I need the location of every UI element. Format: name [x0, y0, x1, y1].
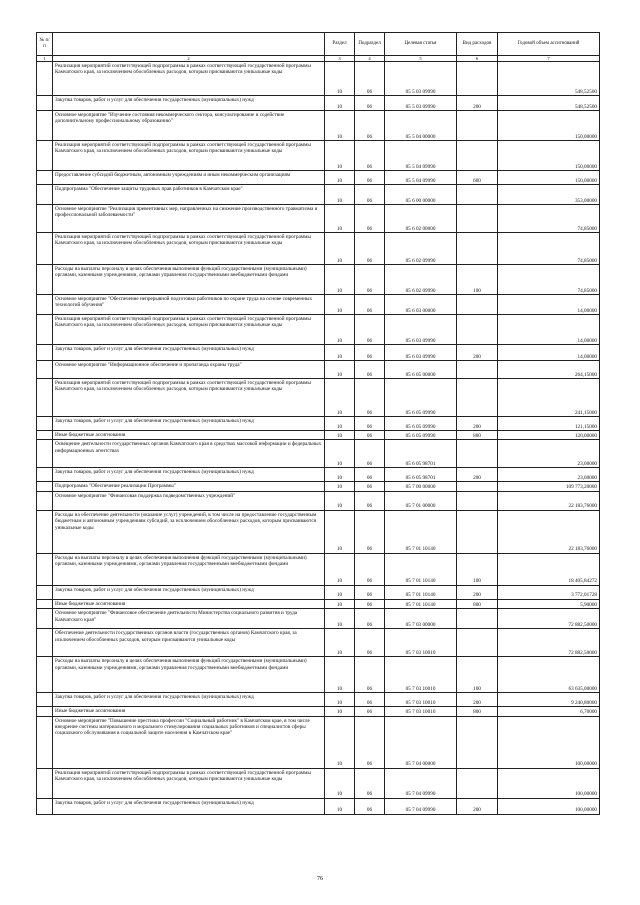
amount-cell: 63 635,00000: [498, 657, 600, 693]
row-number-cell: [37, 315, 53, 345]
section-cell: 10: [325, 707, 355, 716]
row-number-cell: [37, 585, 53, 599]
target-item-cell: 05 7 03 10010: [385, 707, 457, 716]
table-row: [37, 62, 600, 96]
section-cell: 10: [325, 141, 355, 171]
expense-type-cell: [457, 440, 498, 468]
section-cell: 10: [325, 345, 355, 361]
target-item-cell: 05 6 00 00000: [385, 185, 457, 205]
expense-type-cell: [457, 233, 498, 265]
col-index: 6: [457, 56, 498, 62]
section-cell: 10: [325, 205, 355, 233]
row-number-cell: [37, 96, 53, 111]
row-number-cell: [37, 553, 53, 585]
row-number-cell: [37, 185, 53, 205]
row-number-cell: [37, 345, 53, 361]
table-row: [37, 491, 600, 510]
expense-type-cell: [457, 491, 498, 510]
amount-cell: 14,00000: [498, 295, 600, 315]
row-name-cell: Реализация мероприятий соответствующей подпрограммы в рамках соответствующей государственной программы Камчатского края, за исключением обособленных расходов, которым присваиваются уникальные коды: [53, 233, 325, 265]
col-index: 4: [355, 56, 385, 62]
amount-cell: 109 773,20000: [498, 482, 600, 491]
subsection-cell: 06: [355, 345, 385, 361]
table-row: [37, 585, 600, 599]
row-name-cell: Основное мероприятие "Финансовая поддержка подведомственных учреждений": [53, 491, 325, 510]
section-cell: 10: [325, 361, 355, 379]
section-cell: 10: [325, 798, 355, 814]
row-name-cell: Реализация мероприятий соответствующей подпрограммы в рамках соответствующей государственной программы Камчатского края, за исключением обособленных расходов, которым присваиваются уникальные коды: [53, 768, 325, 798]
amount-cell: 548,52500: [498, 96, 600, 111]
amount-cell: 14,00000: [498, 345, 600, 361]
row-number-cell: [37, 491, 53, 510]
section-cell: 10: [325, 768, 355, 798]
section-cell: 10: [325, 693, 355, 707]
subsection-cell: 06: [355, 185, 385, 205]
row-name-cell: Закупка товаров, работ и услуг для обеспечения государственных (муниципальных) нужд: [53, 798, 325, 814]
section-cell: 10: [325, 185, 355, 205]
row-number-cell: [37, 716, 53, 768]
amount-cell: 353,00000: [498, 185, 600, 205]
table-row: [37, 798, 600, 814]
row-number-cell: [37, 379, 53, 417]
subsection-cell: 06: [355, 629, 385, 657]
expense-type-cell: 200: [457, 468, 498, 482]
row-number-cell: [37, 233, 53, 265]
expense-type-cell: 800: [457, 707, 498, 716]
amount-cell: 150,00000: [498, 141, 600, 171]
row-number-cell: [37, 768, 53, 798]
target-item-cell: 05 5 03 09990: [385, 62, 457, 96]
target-item-cell: 05 7 04 09990: [385, 798, 457, 814]
col-index: 5: [385, 56, 457, 62]
subsection-cell: 06: [355, 693, 385, 707]
subsection-cell: 06: [355, 96, 385, 111]
target-item-cell: 05 6 05 00000: [385, 361, 457, 379]
target-item-cell: 05 7 01 00000: [385, 491, 457, 510]
amount-cell: 264,15000: [498, 361, 600, 379]
expense-type-cell: 200: [457, 345, 498, 361]
expense-type-cell: 200: [457, 798, 498, 814]
section-cell: 10: [325, 468, 355, 482]
table-row: [37, 599, 600, 608]
subsection-cell: 06: [355, 295, 385, 315]
target-item-cell: 05 6 05 09990: [385, 379, 457, 417]
table-row: [37, 361, 600, 379]
amount-cell: 72 882,50000: [498, 629, 600, 657]
target-item-cell: 05 6 05 09990: [385, 431, 457, 440]
row-number-cell: [37, 609, 53, 629]
section-cell: 10: [325, 62, 355, 96]
expense-type-cell: [457, 716, 498, 768]
amount-cell: 150,00000: [498, 171, 600, 185]
expense-type-cell: [457, 361, 498, 379]
subsection-cell: 06: [355, 141, 385, 171]
section-cell: 10: [325, 96, 355, 111]
section-cell: 10: [325, 491, 355, 510]
amount-cell: 100,00000: [498, 798, 600, 814]
table-row: [37, 171, 600, 185]
table-row: [37, 233, 600, 265]
target-item-cell: 05 7 04 09990: [385, 768, 457, 798]
row-number-cell: [37, 62, 53, 96]
row-number-cell: [37, 141, 53, 171]
expense-type-cell: [457, 141, 498, 171]
target-item-cell: 05 6 02 09990: [385, 265, 457, 295]
table-row: [37, 141, 600, 171]
table-row: [37, 440, 600, 468]
expense-type-cell: [457, 629, 498, 657]
section-cell: 10: [325, 716, 355, 768]
table-row: [37, 716, 600, 768]
expense-type-cell: 100: [457, 265, 498, 295]
section-cell: 10: [325, 431, 355, 440]
amount-cell: 121,15000: [498, 417, 600, 431]
subsection-cell: 06: [355, 510, 385, 553]
expense-type-cell: [457, 185, 498, 205]
subsection-cell: 06: [355, 440, 385, 468]
target-item-cell: 05 6 05 09990: [385, 417, 457, 431]
amount-cell: 6,70000: [498, 707, 600, 716]
col-index: 7: [498, 56, 600, 62]
row-number-cell: [37, 482, 53, 491]
section-cell: 10: [325, 111, 355, 141]
page-number: 76: [317, 876, 323, 882]
section-cell: 10: [325, 609, 355, 629]
expense-type-cell: [457, 768, 498, 798]
amount-cell: 9 240,80000: [498, 693, 600, 707]
table-row: [37, 185, 600, 205]
section-cell: 10: [325, 440, 355, 468]
target-item-cell: 05 6 03 09990: [385, 345, 457, 361]
amount-cell: 3 772,01728: [498, 585, 600, 599]
subsection-cell: 06: [355, 707, 385, 716]
row-name-cell: Обеспечение деятельности государственных органов власти (государственных органов) Камчатского края, за исключением обособленных расходов, которым присваиваются уникальные коды: [53, 629, 325, 657]
row-name-cell: Расходы на выплаты персоналу в целях обеспечения выполнения функций государственными (муниципальными) органами, казенными учреждениями, органами управления государственными внебюджетными фондами: [53, 265, 325, 295]
row-name-cell: Подпрограмма "Обеспечение защиты трудовых прав работников в Камчатском крае": [53, 185, 325, 205]
subsection-cell: 06: [355, 468, 385, 482]
subsection-cell: 06: [355, 585, 385, 599]
amount-cell: 241,15000: [498, 379, 600, 417]
row-name-cell: Реализация мероприятий соответствующей подпрограммы в рамках соответствующей государственной программы Камчатского края, за исключением обособленных расходов, которым присваиваются уникальные коды: [53, 62, 325, 96]
table-body: [37, 62, 600, 815]
subsection-cell: 06: [355, 553, 385, 585]
row-name-cell: Расходы на обеспечение деятельности (оказание услуг) учреждений, в том числе на предоставление государственным бюджетным и автономным учреждениям субсидий, за исключением обособленных расходов, которым присваиваются уникальные коды: [53, 510, 325, 553]
row-name-cell: Основное мероприятие "Информационное обеспечение и пропаганда охраны труда": [53, 361, 325, 379]
target-item-cell: 05 7 01 10140: [385, 553, 457, 585]
col-index: 1: [37, 56, 53, 62]
row-number-cell: [37, 417, 53, 431]
subsection-cell: 06: [355, 798, 385, 814]
row-name-cell: Закупка товаров, работ и услуг для обеспечения государственных (муниципальных) нужд: [53, 345, 325, 361]
subsection-cell: 06: [355, 62, 385, 96]
amount-cell: 23,00000: [498, 468, 600, 482]
subsection-cell: 06: [355, 265, 385, 295]
row-name-cell: Закупка товаров, работ и услуг для обеспечения государственных (муниципальных) нужд: [53, 468, 325, 482]
target-item-cell: 05 6 03 09990: [385, 315, 457, 345]
row-number-cell: [37, 468, 53, 482]
target-item-cell: 05 5 04 00000: [385, 111, 457, 141]
table-row: [37, 417, 600, 431]
table-row: [37, 315, 600, 345]
expense-type-cell: [457, 482, 498, 491]
target-item-cell: 05 7 00 00000: [385, 482, 457, 491]
table-row: [37, 345, 600, 361]
table-row: [37, 111, 600, 141]
expense-type-cell: 600: [457, 171, 498, 185]
target-item-cell: 05 7 03 10010: [385, 657, 457, 693]
subsection-cell: 06: [355, 482, 385, 491]
row-name-cell: Основное мероприятие "Изучение состояния некоммерческого сектора, консультирование и содействие дополнительному профессиональному образованию": [53, 111, 325, 141]
table-row: [37, 629, 600, 657]
subsection-cell: 06: [355, 599, 385, 608]
expense-type-cell: [457, 609, 498, 629]
amount-cell: 72 882,50000: [498, 609, 600, 629]
expense-type-cell: 800: [457, 431, 498, 440]
expense-type-cell: 200: [457, 417, 498, 431]
row-number-cell: [37, 657, 53, 693]
target-item-cell: 05 5 03 09990: [385, 96, 457, 111]
row-name-cell: Закупка товаров, работ и услуг для обеспечения государственных (муниципальных) нужд: [53, 585, 325, 599]
subsection-cell: 06: [355, 315, 385, 345]
subsection-cell: 06: [355, 768, 385, 798]
subsection-cell: 06: [355, 491, 385, 510]
amount-cell: 22 183,76000: [498, 491, 600, 510]
amount-cell: 150,00000: [498, 111, 600, 141]
target-item-cell: 05 5 04 09990: [385, 141, 457, 171]
amount-cell: 120,00000: [498, 431, 600, 440]
subsection-cell: 06: [355, 171, 385, 185]
section-cell: 10: [325, 482, 355, 491]
target-item-cell: 05 7 01 10140: [385, 599, 457, 608]
table-row: [37, 609, 600, 629]
subsection-cell: 06: [355, 361, 385, 379]
row-number-cell: [37, 798, 53, 814]
target-item-cell: 05 7 04 00000: [385, 716, 457, 768]
table-row: [37, 468, 600, 482]
row-name-cell: Расходы на выплаты персоналу в целях обеспечения выполнения функций государственными (муниципальными) органами, казенными учреждениями, органами управления государственными внебюджетными фондами: [53, 657, 325, 693]
section-cell: 10: [325, 171, 355, 185]
expense-type-cell: [457, 111, 498, 141]
col-header-section: Раздел: [325, 33, 355, 56]
row-name-cell: Предоставление субсидий бюджетным, автономным учреждениям и иным некоммерческим организациям: [53, 171, 325, 185]
row-name-cell: Реализация мероприятий соответствующей подпрограммы в рамках соответствующей государственной программы Камчатского края, за исключением обособленных расходов, которым присваиваются уникальные коды: [53, 379, 325, 417]
subsection-cell: 06: [355, 233, 385, 265]
row-number-cell: [37, 171, 53, 185]
col-header-name: [53, 33, 325, 56]
target-item-cell: 05 6 05 98701: [385, 468, 457, 482]
budget-table: [36, 32, 600, 815]
subsection-cell: 06: [355, 657, 385, 693]
amount-cell: 100,00000: [498, 768, 600, 798]
col-header-expense-type: Вид расходов: [457, 33, 498, 56]
subsection-cell: 06: [355, 417, 385, 431]
subsection-cell: 06: [355, 379, 385, 417]
target-item-cell: 05 6 02 09990: [385, 233, 457, 265]
section-cell: 10: [325, 315, 355, 345]
row-name-cell: Основное мероприятие "Повышение престижа профессии "Социальный работник" в Камчатском крае, в том числе внедрение системы материального и морального стимулирования социальных работников и специалистов сферы социального обслуживания в социальной защите населения в Камчатском крае": [53, 716, 325, 768]
row-name-cell: Основное мероприятие "Обеспечение непрерывной подготовки работников по охране труда на основе современных технологий обучения": [53, 295, 325, 315]
target-item-cell: 05 6 05 98701: [385, 440, 457, 468]
row-number-cell: [37, 265, 53, 295]
target-item-cell: 05 7 03 10010: [385, 629, 457, 657]
subsection-cell: 06: [355, 609, 385, 629]
expense-type-cell: [457, 205, 498, 233]
expense-type-cell: 100: [457, 657, 498, 693]
amount-cell: 100,00000: [498, 716, 600, 768]
col-header-subsection: Подраздел: [355, 33, 385, 56]
row-number-cell: [37, 431, 53, 440]
col-header-number: № п/п: [37, 33, 53, 56]
expense-type-cell: 100: [457, 553, 498, 585]
table-row: [37, 707, 600, 716]
amount-cell: 74,85000: [498, 205, 600, 233]
target-item-cell: 05 5 04 09990: [385, 171, 457, 185]
col-header-annual-amount: Годовой объем ассигнований: [498, 33, 600, 56]
target-item-cell: 05 6 03 00000: [385, 295, 457, 315]
row-name-cell: Подпрограмма "Обеспечение реализации Программы": [53, 482, 325, 491]
expense-type-cell: [457, 295, 498, 315]
table-row: [37, 657, 600, 693]
target-item-cell: 05 7 01 10140: [385, 510, 457, 553]
target-item-cell: 05 7 03 10010: [385, 693, 457, 707]
table-row: [37, 768, 600, 798]
row-number-cell: [37, 361, 53, 379]
amount-cell: 18 405,84272: [498, 553, 600, 585]
row-name-cell: Закупка товаров, работ и услуг для обеспечения государственных (муниципальных) нужд: [53, 96, 325, 111]
section-cell: 10: [325, 233, 355, 265]
subsection-cell: 06: [355, 716, 385, 768]
col-index: 3: [325, 56, 355, 62]
section-cell: 10: [325, 295, 355, 315]
subsection-cell: 06: [355, 205, 385, 233]
row-name-cell: Основное мероприятие "Финансовое обеспечение деятельности Министерства социального развития и труда Камчатского края": [53, 609, 325, 629]
row-name-cell: Иные бюджетные ассигнования: [53, 599, 325, 608]
section-cell: 10: [325, 265, 355, 295]
row-number-cell: [37, 693, 53, 707]
section-cell: 10: [325, 379, 355, 417]
expense-type-cell: [457, 62, 498, 96]
expense-type-cell: [457, 315, 498, 345]
row-number-cell: [37, 510, 53, 553]
amount-cell: 5,90000: [498, 599, 600, 608]
amount-cell: 14,00000: [498, 315, 600, 345]
section-cell: 10: [325, 417, 355, 431]
row-name-cell: Освещение деятельности государственных органов Камчатского края в средствах массовой информации и федеральных информационных агентствах: [53, 440, 325, 468]
table-row: [37, 693, 600, 707]
expense-type-cell: 800: [457, 599, 498, 608]
subsection-cell: 06: [355, 431, 385, 440]
amount-cell: 74,85000: [498, 265, 600, 295]
row-name-cell: Закупка товаров, работ и услуг для обеспечения государственных (муниципальных) нужд: [53, 693, 325, 707]
section-cell: 10: [325, 657, 355, 693]
expense-type-cell: 200: [457, 96, 498, 111]
amount-cell: 22 183,76000: [498, 510, 600, 553]
table-row: [37, 96, 600, 111]
subsection-cell: 06: [355, 111, 385, 141]
table-row: [37, 553, 600, 585]
row-name-cell: Реализация мероприятий соответствующей подпрограммы в рамках соответствующей государственной программы Камчатского края, за исключением обособленных расходов, которым присваиваются уникальные коды: [53, 315, 325, 345]
section-cell: 10: [325, 629, 355, 657]
header-row: [37, 33, 600, 56]
row-number-cell: [37, 205, 53, 233]
expense-type-cell: [457, 379, 498, 417]
row-number-cell: [37, 707, 53, 716]
amount-cell: 74,85000: [498, 233, 600, 265]
table-row: [37, 379, 600, 417]
row-name-cell: Основное мероприятие "Реализация превентивных мер, направленных на снижение производственного травматизма и профессиональной заболеваемости": [53, 205, 325, 233]
expense-type-cell: 200: [457, 585, 498, 599]
table-row: [37, 205, 600, 233]
row-number-cell: [37, 629, 53, 657]
expense-type-cell: [457, 510, 498, 553]
section-cell: 10: [325, 599, 355, 608]
row-number-cell: [37, 111, 53, 141]
amount-cell: 548,52500: [498, 62, 600, 96]
row-number-cell: [37, 599, 53, 608]
row-name-cell: Реализация мероприятий соответствующей подпрограммы в рамках соответствующей государственной программы Камчатского края, за исключением обособленных расходов, которым присваиваются уникальные коды: [53, 141, 325, 171]
section-cell: 10: [325, 510, 355, 553]
section-cell: 10: [325, 553, 355, 585]
row-number-cell: [37, 295, 53, 315]
row-number-cell: [37, 440, 53, 468]
table-row: [37, 482, 600, 491]
row-name-cell: Расходы на выплаты персоналу в целях обеспечения выполнения функций государственными (муниципальными) органами, казенными учреждениями, органами управления государственными внебюджетными фондами: [53, 553, 325, 585]
target-item-cell: 05 7 01 10140: [385, 585, 457, 599]
table-row: [37, 510, 600, 553]
row-name-cell: Закупка товаров, работ и услуг для обеспечения государственных (муниципальных) нужд: [53, 417, 325, 431]
col-index: 2: [53, 56, 325, 62]
col-header-target-item: Целевая статья: [385, 33, 457, 56]
section-cell: 10: [325, 585, 355, 599]
table-row: [37, 265, 600, 295]
expense-type-cell: 200: [457, 693, 498, 707]
table-row: [37, 295, 600, 315]
row-name-cell: Иные бюджетные ассигнования: [53, 707, 325, 716]
table-row: [37, 431, 600, 440]
target-item-cell: 05 6 02 00000: [385, 205, 457, 233]
row-name-cell: Иные бюджетные ассигнования: [53, 431, 325, 440]
amount-cell: 23,00000: [498, 440, 600, 468]
budget-document: [36, 32, 599, 815]
target-item-cell: 05 7 03 00000: [385, 609, 457, 629]
